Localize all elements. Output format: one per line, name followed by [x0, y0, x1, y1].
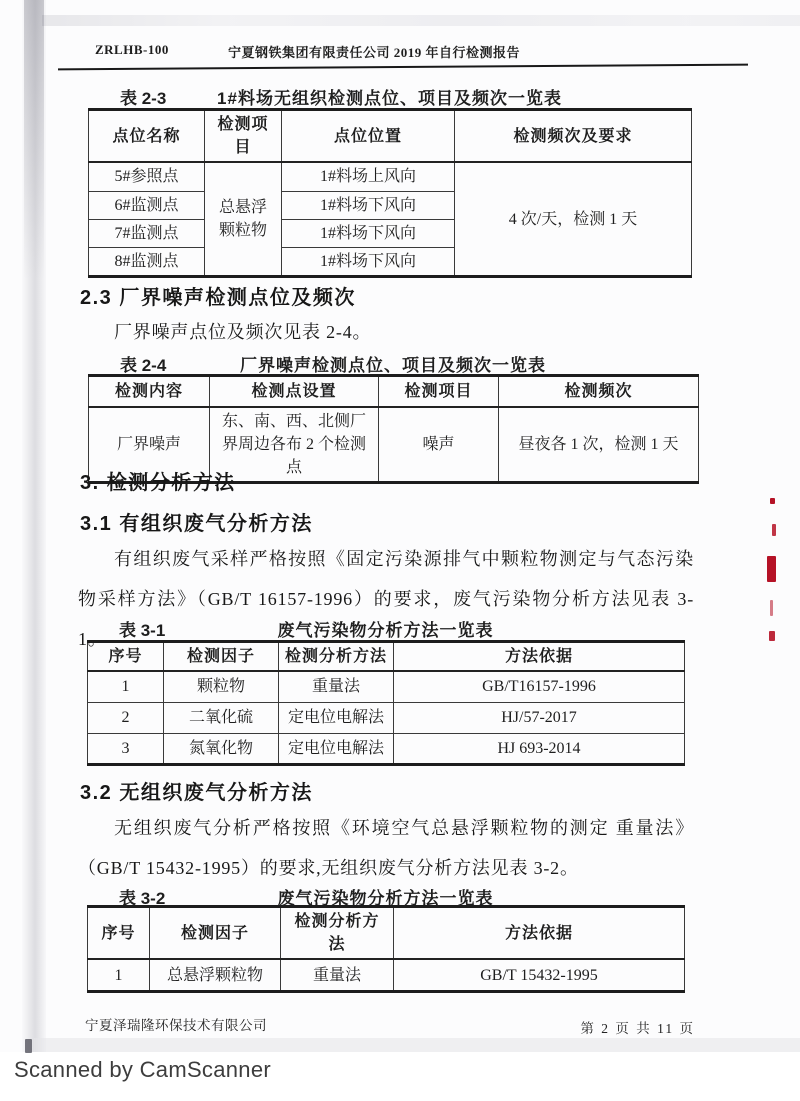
red-stamp-mark: [770, 498, 775, 504]
header-rule: [58, 64, 748, 71]
table-cell: 6#监测点: [89, 191, 205, 219]
table-cell: 氮氧化物: [164, 733, 279, 764]
table-cell: 重量法: [281, 959, 394, 991]
table-cell: 1#料场下风向: [282, 247, 455, 276]
table-cell: 昼夜各 1 次，检测 1 天: [499, 407, 699, 483]
red-stamp-mark: [770, 600, 773, 616]
scan-shadow-left-top: [24, 0, 44, 280]
table-cell: 厂界噪声: [89, 407, 210, 483]
table-cell: 重量法: [279, 671, 394, 702]
table-title: 废气污染物分析方法一览表: [277, 889, 494, 908]
paragraph-2-3: 厂界噪声点位及频次见表 2-4。: [114, 322, 372, 342]
table-cell: 1#料场上风向: [282, 162, 455, 191]
column-header: 序号: [88, 907, 150, 960]
column-header: 检测因子: [164, 642, 279, 672]
column-header: 检测频次及要求: [455, 110, 692, 163]
column-header: 方法依据: [394, 907, 685, 960]
footer-company: 宁夏泽瑞隆环保技术有限公司: [85, 1018, 267, 1033]
table-cell-merged: 总悬浮颗粒物: [205, 162, 282, 276]
column-header: 检测项目: [379, 376, 499, 407]
table-2-3: [88, 108, 692, 278]
column-header: 检测项目: [205, 110, 282, 163]
table-label: 表 2-3: [120, 89, 167, 108]
page-header: [60, 40, 748, 62]
camscanner-watermark: Scanned by CamScanner: [14, 1057, 272, 1082]
table-header-row: [89, 376, 699, 407]
doc-code: ZRLHB-100: [95, 42, 169, 57]
paragraph-3-1: 有组织废气采样严格按照《固定污染源排气中颗粒物测定与气态污染物采样方法》（GB/T 16157-1996）的要求，废气污染物分析方法见表 3-1。: [78, 549, 694, 649]
table-cell: GB/T16157-1996: [394, 671, 685, 702]
column-header: 检测分析方法: [279, 642, 394, 672]
section-heading-2-3: 2.3 厂界噪声检测点位及频次: [80, 287, 356, 309]
column-header: 检测分析方法: [281, 907, 394, 960]
table-row: [89, 162, 692, 191]
table-title: 1#料场无组织检测点位、项目及频次一览表: [217, 89, 562, 108]
scan-shadow-bottom: [34, 1038, 800, 1052]
table-cell: 7#监测点: [89, 219, 205, 247]
table-header-row: [88, 907, 685, 960]
column-header: 检测点设置: [210, 376, 379, 407]
table-row: [88, 959, 685, 991]
table-3-2: [87, 905, 685, 993]
table-cell: HJ/57-2017: [394, 702, 685, 733]
table-cell: 1#料场下风向: [282, 191, 455, 219]
column-header: 检测内容: [89, 376, 210, 407]
section-heading-3-1: 3.1 有组织废气分析方法: [80, 513, 313, 535]
table-header-row: [89, 110, 692, 163]
table-cell: 1#料场下风向: [282, 219, 455, 247]
table-cell: 定电位电解法: [279, 733, 394, 764]
section-heading-3: 3. 检测分析方法: [80, 472, 236, 494]
table-cell: 噪声: [379, 407, 499, 483]
table-cell: GB/T 15432-1995: [394, 959, 685, 991]
table-cell: 5#参照点: [89, 162, 205, 191]
table-cell: 8#监测点: [89, 247, 205, 276]
column-header: 点位位置: [282, 110, 455, 163]
table-cell: 1: [88, 959, 150, 991]
table-label: 表 2-4: [120, 356, 167, 375]
table-cell: 颗粒物: [164, 671, 279, 702]
paragraph-3-2: 无组织废气分析严格按照《环境空气总悬浮颗粒物的测定 重量法》（GB/T 15432-1995）的要求,无组织废气分析方法见表 3-2。: [78, 818, 694, 878]
table-label: 表 3-2: [119, 889, 166, 908]
table-cell: 1: [88, 671, 164, 702]
table-cell-merged: 4 次/天，检测 1 天: [455, 162, 692, 276]
table-3-1: [87, 640, 685, 766]
red-stamp-mark: [769, 631, 775, 641]
doc-title: 宁夏钢铁集团有限责任公司 2019 年自行检测报告: [227, 45, 520, 60]
table-cell: 总悬浮颗粒物: [150, 959, 281, 991]
column-header: 检测频次: [499, 376, 699, 407]
table-title: 厂界噪声检测点位、项目及频次一览表: [240, 356, 546, 375]
table-row: [88, 733, 685, 764]
table-label: 表 3-1: [119, 621, 166, 640]
table-cell: 3: [88, 733, 164, 764]
table-cell: 二氧化硫: [164, 702, 279, 733]
table-2-4-caption: [88, 351, 698, 375]
scan-shadow-top: [42, 15, 800, 26]
table-cell: 2: [88, 702, 164, 733]
table-title: 废气污染物分析方法一览表: [277, 621, 494, 640]
table-3-1-caption: [87, 616, 684, 640]
table-header-row: [88, 642, 685, 672]
table-row: [88, 671, 685, 702]
column-header: 序号: [88, 642, 164, 672]
red-stamp-mark: [767, 556, 776, 582]
scan-artifact-mark: [25, 1039, 32, 1053]
table-row: [88, 702, 685, 733]
table-2-3-caption: [88, 84, 691, 108]
section-heading-3-2: 3.2 无组织废气分析方法: [80, 782, 313, 804]
table-3-2-caption: [87, 884, 684, 908]
table-cell: HJ 693-2014: [394, 733, 685, 764]
page-footer: [85, 1014, 695, 1036]
footer-page-number: 第 2 页 共 11 页: [580, 1021, 695, 1036]
table-cell: 定电位电解法: [279, 702, 394, 733]
column-header: 点位名称: [89, 110, 205, 163]
column-header: 方法依据: [394, 642, 685, 672]
table-cell: 东、南、西、北侧厂界周边各布 2 个检测点: [210, 407, 379, 483]
red-stamp-mark: [772, 524, 776, 536]
column-header: 检测因子: [150, 907, 281, 960]
